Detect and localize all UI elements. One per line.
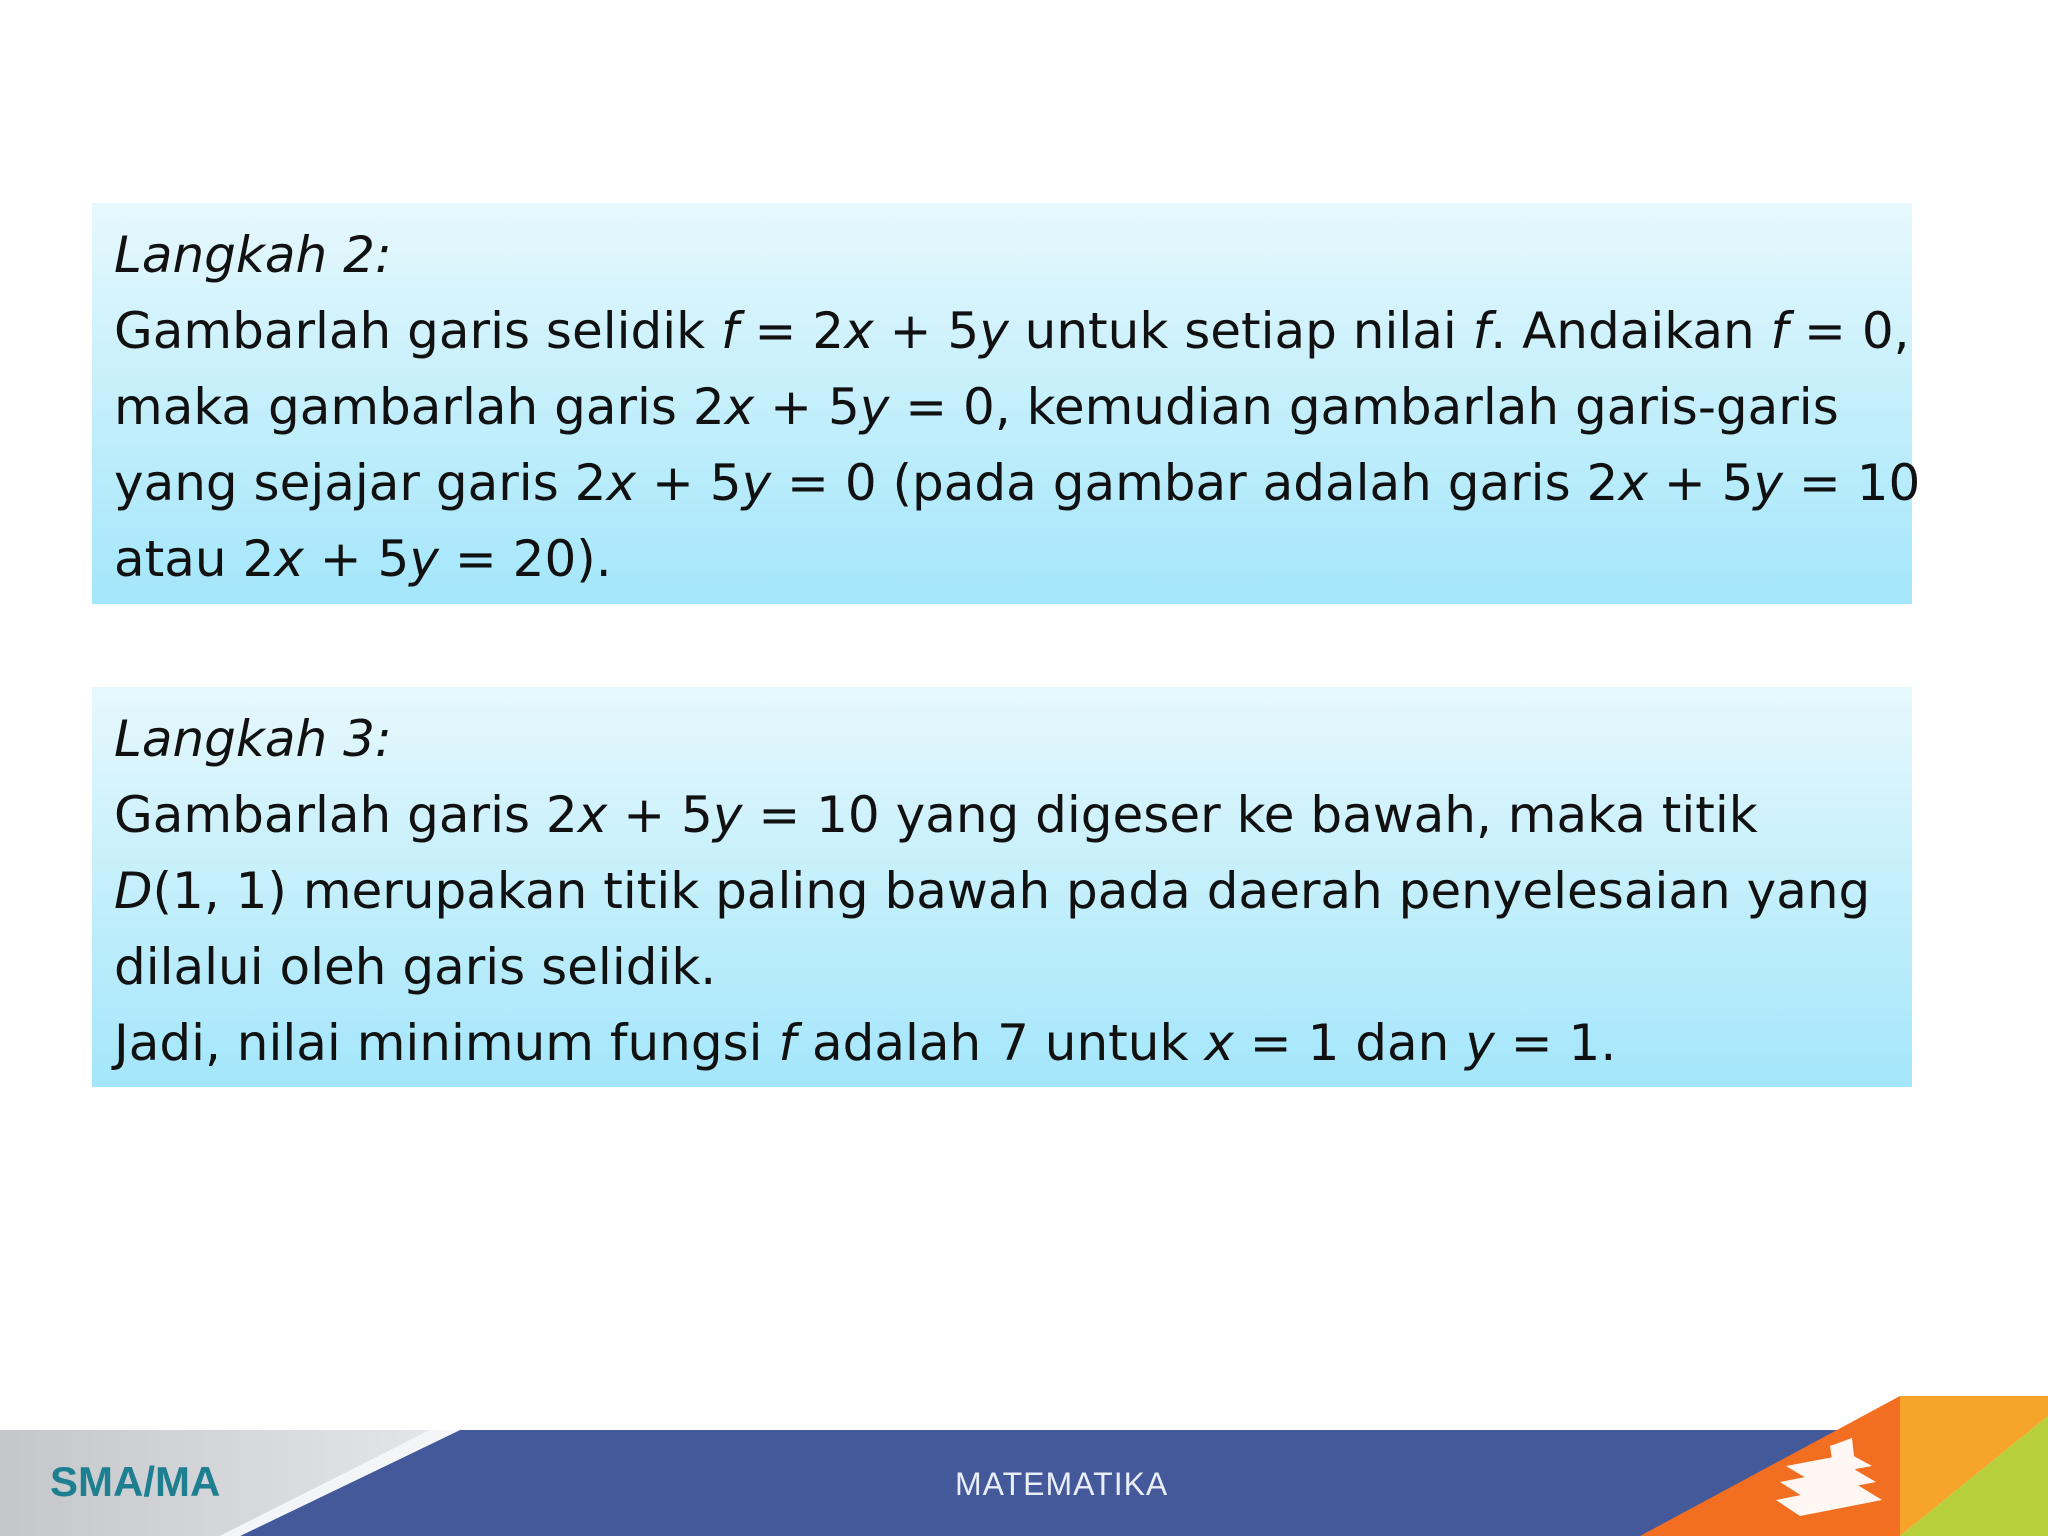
step-3-line-4: Jadi, nilai minimum fungsi f adalah 7 untuk x = 1 dan y = 1. [114,1014,1617,1072]
subject-label: MATEMATIKA [955,1466,1169,1502]
step-3-line-2: D(1, 1) merupakan titik paling bawah pada daerah penyelesaian yang [114,862,1871,920]
step-2-line-3: yang sejajar garis 2x + 5y = 0 (pada gambar adalah garis 2x + 5y = 10 [114,454,1921,512]
step-2-line-4: atau 2x + 5y = 20). [114,530,612,588]
step-2-heading: Langkah 2: [114,226,392,284]
step-3-line-3: dilalui oleh garis selidik. [114,938,717,996]
step-2-line-2: maka gambarlah garis 2x + 5y = 0, kemudian gambarlah garis-garis [114,378,1839,436]
step-2-box [92,203,1921,604]
school-level-label: SMA/MA [50,1458,221,1505]
step-2-line-1: Gambarlah garis selidik f = 2x + 5y untuk setiap nilai f. Andaikan f = 0, [114,302,1910,360]
step-3-box [92,687,1912,1087]
step-3-line-1: Gambarlah garis 2x + 5y = 10 yang digeser ke bawah, maka titik [114,786,1758,844]
step-3-heading: Langkah 3: [114,710,392,768]
